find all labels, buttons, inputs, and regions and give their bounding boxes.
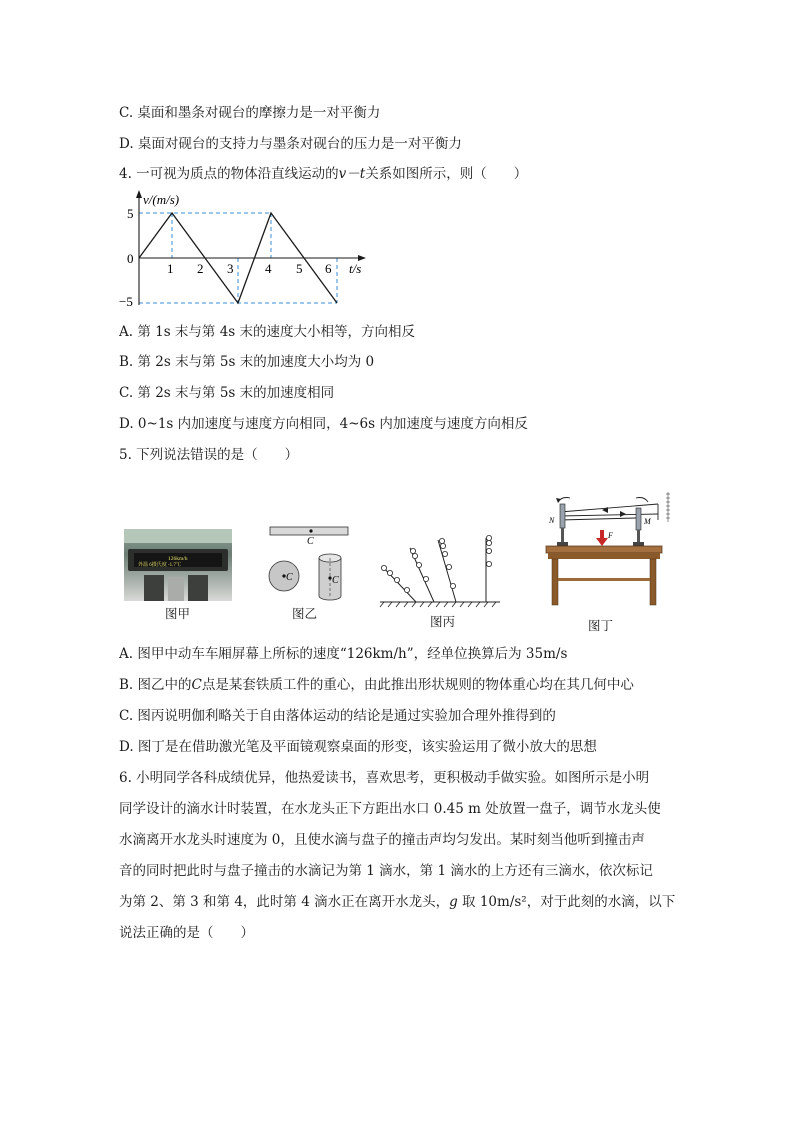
q4-stem-var: v－t [338,166,366,182]
y-tick-0: 0 [127,251,134,266]
q6-line-4: 音的同时把此时与盘子撞击的水滴记为第 1 滴水，第 1 滴水的上方还有三滴水，依次标记 [119,863,653,879]
y-tick-5: 5 [127,206,134,221]
q6-line-2: 同学设计的滴水计时装置，在水龙头正下方距出水口 0.45 m 处放置一盘子，调节水龙头使 [119,801,661,817]
q5-option-b-text-b: 点是某套铁质工件的重心，由此推出形状规则的物体重心均在其几何中心 [201,677,634,693]
fig2-disc-label: C [286,572,293,583]
x-tick-5: 5 [296,261,303,276]
fig1-speed-text: 126km/h [168,556,188,562]
q5-option-b-var: C [191,677,202,693]
fig1-caption: 图甲 [165,606,191,621]
q5-option-c: C. 图丙说明伽利略关于自由落体运动的结论是通过实验加合理外推得到的 [119,708,556,724]
q6-line-3: 水滴离开水龙头时速度为 0，且使水滴与盘子的撞击声均匀发出。某时刻当他听到撞击声 [119,832,645,848]
fig4-caption: 图丁 [588,618,614,633]
q5-option-d: D. 图丁是在借助激光笔及平面镜观察桌面的形变，该实验运用了微小放大的思想 [119,739,597,755]
q5-stem: 5. 下列说法错误的是（ ） [119,447,299,463]
q4-stem [119,164,527,184]
q6-line-5-var: g [449,894,458,910]
fig2-caption: 图乙 [292,606,318,621]
fig4-table-deformation [540,490,672,608]
fig4-label-f: F [608,531,613,540]
fig3-inclined-planes [376,532,502,608]
fig1-temp-text: 外温 6摄氏度 -1.7℃ [138,563,181,568]
x-tick-2: 2 [197,261,204,276]
q4-stem-text-b: 关系如图所示，则（ ） [365,166,528,182]
fig1-train-photo [124,529,232,601]
q6-line-6: 说法正确的是（ ） [119,925,254,941]
q4-option-b: B. 第 2s 末与第 5s 末的加速度大小均为 0 [119,354,375,370]
fig2-cylinder-label: C [332,575,339,586]
q6-line-5-text-a: 为第 2、第 3 和第 4，此时第 4 滴水正在离开水龙头， [119,894,450,910]
q6-line-1: 6. 小明同学各科成绩优异，他热爱读书，喜欢思考，更积极动手做实验。如图所示是小明 [119,770,650,786]
q5-option-b [119,675,634,695]
q5-option-a: A. 图甲中动车车厢屏幕上所标的速度“126km/h”，经单位换算后为 35m/s [119,646,568,662]
fig2-bar-label: C [307,536,314,547]
x-tick-3: 3 [227,261,234,276]
fig3-caption: 图丙 [430,614,456,629]
q3-option-c: C. 桌面和墨条对砚台的摩擦力是一对平衡力 [119,105,381,121]
y-tick-neg5: −5 [119,294,133,309]
q4-option-a: A. 第 1s 末与第 4s 末的速度大小相等，方向相反 [119,324,416,340]
x-tick-6: 6 [325,261,332,276]
q6-line-5 [119,892,675,912]
vt-graph [119,188,379,313]
q4-option-c: C. 第 2s 末与第 5s 末的加速度相同 [119,385,335,401]
q4-option-d: D. 0~1s 内加速度与速度方向相同，4~6s 内加速度与速度方向相反 [119,416,528,432]
q5-option-b-text-a: B. 图乙中的 [119,677,192,693]
x-tick-4: 4 [265,261,272,276]
q3-option-d: D. 桌面对砚台的支持力与墨条对砚台的压力是一对平衡力 [119,136,462,152]
q4-stem-text-a: 4. 一可视为质点的物体沿直线运动的 [119,166,339,182]
y-axis-label: v/(m/s) [143,192,180,207]
x-tick-1: 1 [167,261,174,276]
fig2-gravity-center [264,522,354,602]
fig4-label-n: N [549,516,555,525]
q6-line-5-text-b: 取 10m/s²，对于此刻的水滴，以下 [457,894,676,910]
y-axis-arrow [136,190,142,198]
x-axis-label: t/s [349,261,362,276]
fig4-label-m: M [644,517,651,526]
